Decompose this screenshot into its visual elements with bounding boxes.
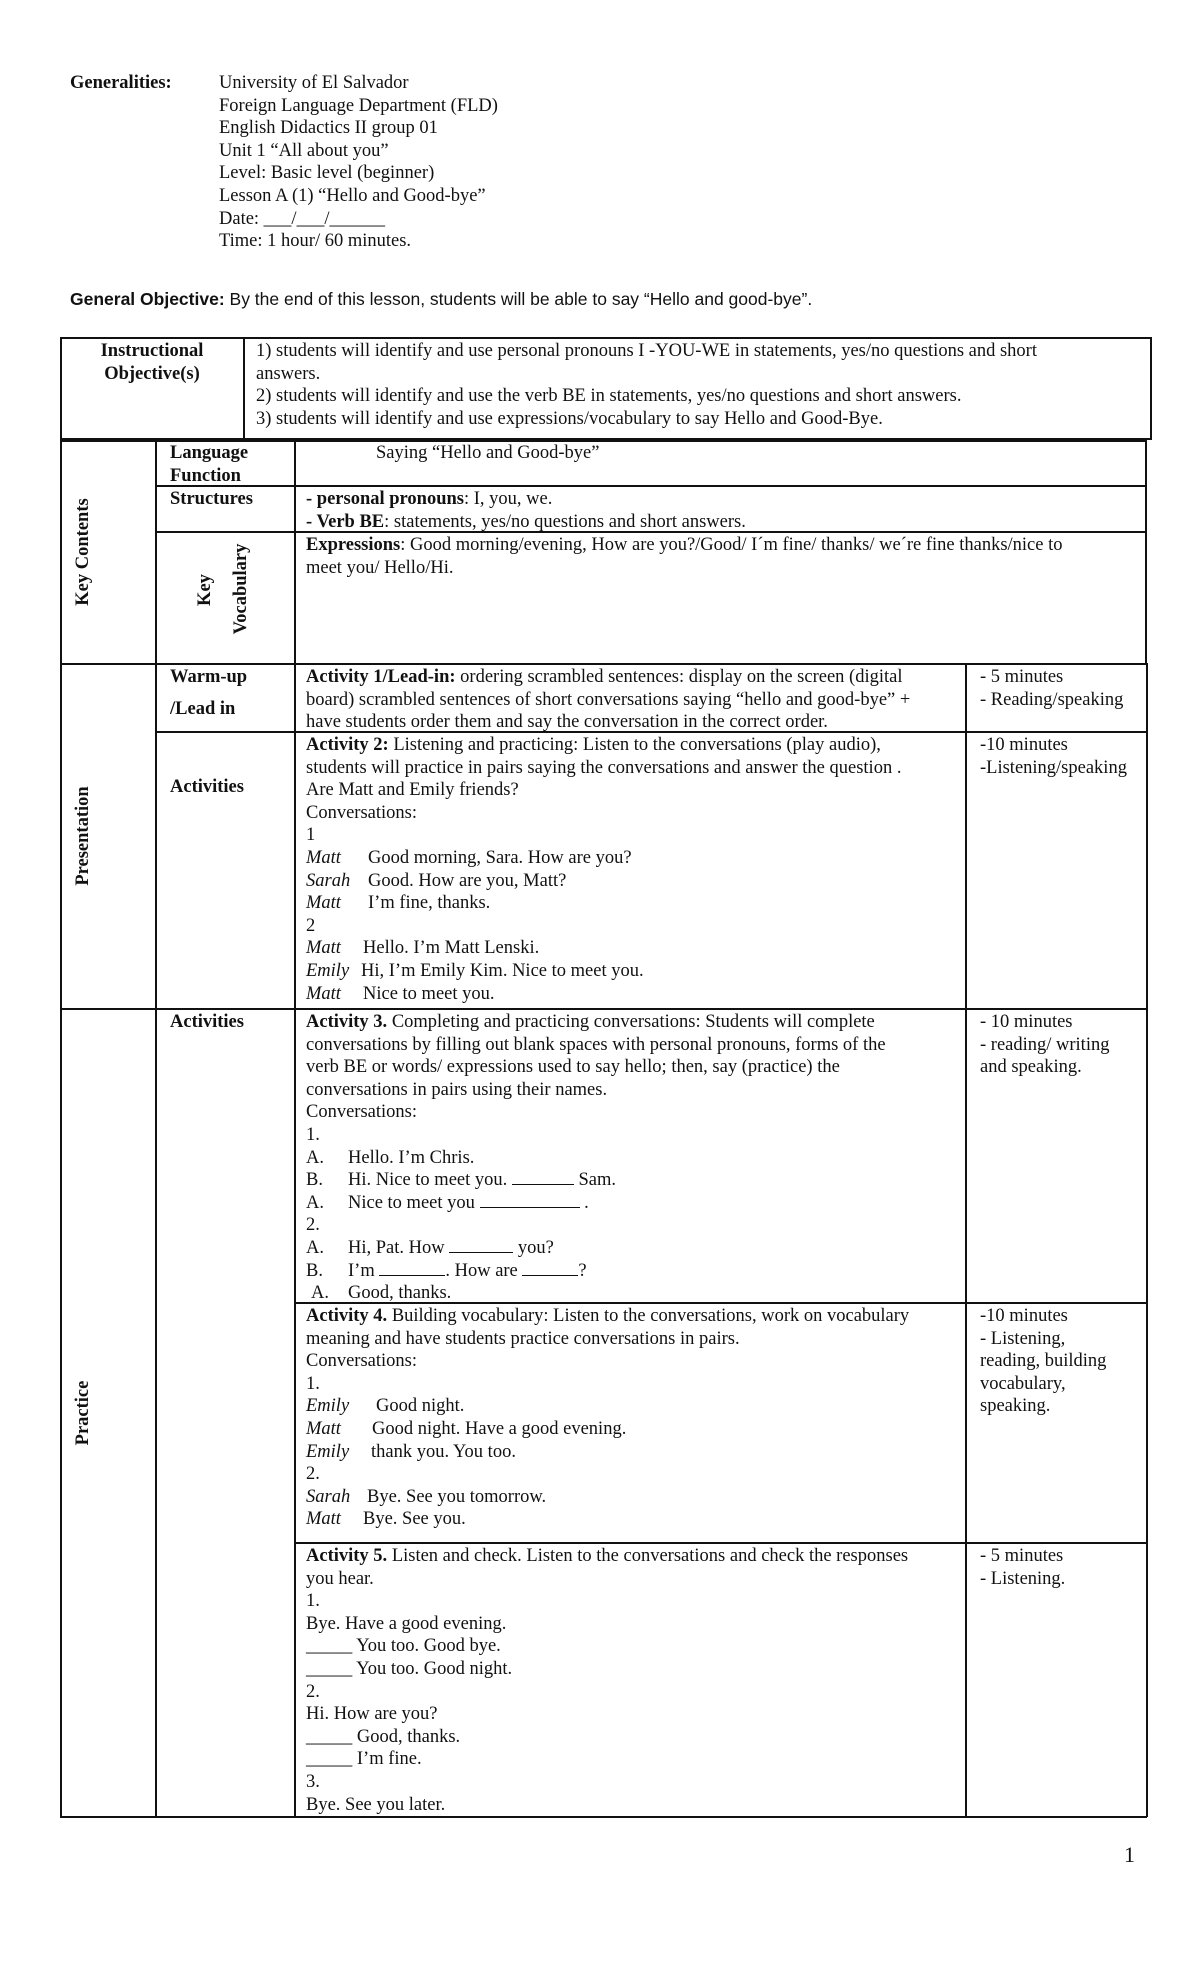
generalities-line: English Didactics II group 01: [219, 118, 438, 139]
generalities-line: Date: ___/___/______: [219, 208, 385, 229]
activity-2-timing: [980, 734, 1127, 779]
activity-4-timing: [980, 1305, 1106, 1418]
activity-title: Activity 5.: [306, 1546, 388, 1566]
text-fragment: : I, you, we.: [463, 489, 553, 509]
dialogue-text: Good night.: [376, 1396, 465, 1417]
exercise-line: [306, 1147, 886, 1170]
label-line: Language: [170, 443, 249, 463]
generalities-label: Generalities:: [70, 73, 172, 93]
dialogue-line: [306, 1508, 909, 1531]
dialogue-line: [306, 847, 901, 870]
speaker-name: Matt: [306, 983, 341, 1004]
conversation-number: 2: [306, 915, 316, 936]
text-line: Conversations:: [306, 802, 417, 823]
objective-line: 2) students will identify and use the verb BE in statements, yes/no questions and short answers.: [256, 386, 962, 407]
rule: [294, 1542, 1147, 1544]
bold-term: - personal pronouns: [306, 489, 464, 509]
general-objective-label: General Objective:: [70, 289, 225, 309]
objective-line: 3) students will identify and use expressions/vocabulary to say Hello and Good-Bye.: [256, 408, 883, 429]
time-line: -10 minutes: [980, 735, 1068, 755]
conversation-number: 1.: [306, 1373, 320, 1394]
activity-title: Activity 1/Lead-in:: [306, 667, 456, 687]
dialogue-line: [306, 892, 901, 915]
skill-line: - reading/ writing: [980, 1034, 1110, 1055]
skill-line: and speaking.: [980, 1057, 1082, 1078]
dialogue-line: [306, 870, 901, 893]
fill-in-blank: [522, 1260, 578, 1276]
rule: [60, 440, 62, 1817]
text-line: Conversations:: [306, 1102, 417, 1123]
speaker-name: Emily: [306, 960, 350, 981]
general-objective: [70, 289, 812, 310]
speaker-name: Emily: [306, 1441, 350, 1462]
text-line: have students order them and say the conversation in the correct order.: [306, 712, 828, 733]
exercise-text: Good, thanks.: [348, 1283, 452, 1304]
dialogue-line: [306, 1441, 909, 1464]
text-line: board) scrambled sentences of short conversations saying “hello and good-bye” +: [306, 689, 911, 710]
exercise-line: [306, 1282, 886, 1305]
speaker-letter: B.: [306, 1260, 323, 1281]
dialogue-text: Bye. See you.: [363, 1509, 466, 1530]
dialogue-text: Good. How are you, Matt?: [368, 870, 567, 891]
generalities-line: Time: 1 hour/ 60 minutes.: [219, 231, 412, 252]
text-fragment: Completing and practicing conversations: Students will complete: [387, 1012, 875, 1032]
text-line: Hi. How are you?: [306, 1704, 438, 1725]
label-line: Structures: [170, 489, 253, 509]
dialogue-line: [306, 1418, 909, 1441]
rule: [965, 663, 967, 1817]
exercise-text: you?: [513, 1237, 554, 1258]
text-line: Conversations:: [306, 1351, 417, 1372]
text-line: Bye. See you later.: [306, 1794, 446, 1815]
activity-5-text: [306, 1545, 908, 1816]
exercise-text: . How are: [445, 1260, 523, 1281]
text-line: meaning and have students practice conversations in pairs.: [306, 1328, 740, 1349]
text-line: [306, 511, 746, 534]
fill-in-blank: [449, 1237, 513, 1253]
activities-label: [170, 776, 244, 799]
text-line: [306, 488, 746, 511]
instructional-objectives-label: [64, 340, 240, 385]
exercise-line: [306, 1169, 886, 1192]
label-line: /Lead in: [170, 698, 236, 719]
instructional-objectives-text: [256, 340, 1037, 430]
bold-term: Expressions: [306, 535, 401, 555]
text-fragment: : Good morning/evening, How are you?/Good/ I´m fine/ thanks/ we´re fine thanks/nice to: [400, 535, 1063, 555]
exercise-text: Hi. Nice to meet you.: [348, 1170, 512, 1191]
fill-in-blank: [512, 1169, 574, 1185]
time-line: - 10 minutes: [980, 1012, 1073, 1032]
exercise-text: ?: [578, 1260, 587, 1281]
general-objective-text: By the end of this lesson, students will be able to say “Hello and good-bye”.: [224, 289, 813, 309]
generalities-line: University of El Salvador: [219, 73, 409, 93]
objective-line: 1) students will identify and use personal pronouns I -YOU-WE in statements, yes/no questions and short: [256, 341, 1037, 361]
speaker-name: Matt: [306, 1418, 341, 1439]
text-line: Saying “Hello and Good-bye”: [376, 443, 600, 463]
speaker-name: Matt: [306, 893, 341, 914]
label-line: Activities: [170, 777, 244, 797]
rule: [60, 1816, 1147, 1818]
rule: [155, 440, 157, 1817]
text-line: students will practice in pairs saying the conversations and answer the question .: [306, 757, 902, 778]
text-line: conversations by filling out blank spaces with personal pronouns, forms of the: [306, 1034, 886, 1055]
text-line: _____ You too. Good bye.: [306, 1636, 501, 1657]
rule: [243, 337, 245, 440]
speaker-letter: A.: [311, 1283, 329, 1304]
dialogue-line: [306, 1395, 909, 1418]
time-line: - 5 minutes: [980, 667, 1064, 687]
conversation-number: 2.: [306, 1464, 320, 1485]
text-line: verb BE or words/ expressions used to say hello; then, say (practice) the: [306, 1057, 840, 1078]
text-fragment: : statements, yes/no questions and short answers.: [384, 511, 746, 532]
dialogue-line: [306, 937, 901, 960]
text-line: conversations in pairs using their names.: [306, 1079, 608, 1100]
fill-in-blank: [480, 1192, 580, 1208]
section-label-presentation: Presentation: [73, 786, 93, 886]
label-line: Objective(s): [104, 363, 200, 384]
key-label: Key: [195, 574, 215, 606]
activity-4-text: [306, 1305, 909, 1531]
exercise-line: [306, 1260, 886, 1283]
time-line: -10 minutes: [980, 1306, 1068, 1326]
dialogue-text: Good morning, Sara. How are you?: [368, 847, 632, 868]
practice-activities-label: [170, 1011, 244, 1034]
rule: [1146, 663, 1148, 1817]
activity-3-text: [306, 1011, 886, 1305]
time-line: - 5 minutes: [980, 1546, 1064, 1566]
skill-line: - Listening,: [980, 1328, 1066, 1349]
generalities-list: [219, 72, 498, 253]
text-fragment: Listening and practicing: Listen to the conversations (play audio),: [388, 735, 881, 755]
activity-2-text: [306, 734, 901, 1005]
skill-line: vocabulary,: [980, 1373, 1066, 1394]
text-line: 3.: [306, 1771, 320, 1792]
activity-1-timing: [980, 666, 1123, 711]
skill-line: speaking.: [980, 1396, 1051, 1417]
bold-term: - Verb BE: [306, 511, 385, 532]
exercise-line: [306, 1192, 886, 1215]
label-line: Function: [170, 465, 241, 486]
structures-text: [306, 488, 746, 533]
activity-3-timing: [980, 1011, 1109, 1079]
text-line: [306, 1545, 908, 1568]
activity-title: Activity 4.: [306, 1306, 388, 1326]
exercise-text: .: [579, 1192, 589, 1213]
generalities-line: Level: Basic level (beginner): [219, 163, 435, 184]
speaker-name: Matt: [306, 1509, 341, 1530]
speaker-letter: A.: [306, 1147, 324, 1168]
section-label-key-contents: Key Contents: [73, 498, 93, 606]
dialogue-line: [306, 1486, 909, 1509]
text-line: Are Matt and Emily friends?: [306, 780, 519, 801]
rule: [294, 440, 296, 1817]
speaker-name: Matt: [306, 847, 341, 868]
text-line: 2.: [306, 1681, 320, 1702]
conversation-number: 1.: [306, 1124, 320, 1145]
text-fragment: Listen and check. Listen to the conversations and check the responses: [387, 1546, 909, 1566]
conversation-number: 2.: [306, 1215, 320, 1236]
exercise-text: Nice to meet you: [348, 1192, 480, 1213]
objective-line: answers.: [256, 363, 321, 384]
dialogue-text: Nice to meet you.: [363, 983, 495, 1004]
dialogue-text: Hello. I’m Matt Lenski.: [363, 938, 540, 959]
label-line: Activities: [170, 1012, 244, 1032]
rule: [60, 337, 62, 440]
label-line: Instructional: [100, 341, 204, 361]
text-line: [306, 1011, 886, 1034]
dialogue-line: [306, 983, 901, 1006]
language-function-text: [376, 442, 599, 465]
skill-line: reading, building: [980, 1351, 1107, 1372]
exercise-text: Hi, Pat. How: [348, 1237, 450, 1258]
speaker-name: Matt: [306, 938, 341, 959]
text-line: _____ You too. Good night.: [306, 1658, 513, 1679]
speaker-name: Sarah: [306, 870, 351, 891]
section-label-practice: Practice: [73, 1380, 93, 1446]
rule: [60, 663, 1147, 665]
generalities-line: Foreign Language Department (FLD): [219, 95, 498, 116]
speaker-letter: B.: [306, 1170, 323, 1191]
text-line: 1.: [306, 1591, 320, 1612]
dialogue-text: Good night. Have a good evening.: [372, 1418, 627, 1439]
speaker-name: Sarah: [306, 1486, 351, 1507]
generalities-line: Lesson A (1) “Hello and Good-bye”: [219, 185, 486, 206]
generalities-line: Unit 1 “All about you”: [219, 140, 389, 161]
expressions-text: [306, 534, 1062, 579]
exercise-text: Sam.: [573, 1170, 617, 1191]
skill-line: -Listening/speaking: [980, 757, 1127, 778]
activity-1-text: [306, 666, 910, 734]
text-line: meet you/ Hello/Hi.: [306, 557, 454, 578]
warmup-label: [170, 666, 247, 720]
text-fragment: Building vocabulary: Listen to the conversations, work on vocabulary: [387, 1306, 910, 1326]
text-line: _____ I’m fine.: [306, 1749, 422, 1770]
skill-line: - Reading/speaking: [980, 689, 1124, 710]
activity-title: Activity 3.: [306, 1012, 388, 1032]
page-number: 1: [1124, 1842, 1135, 1867]
exercise-text: Hello. I’m Chris.: [348, 1147, 475, 1168]
conversation-number: 1: [306, 825, 316, 846]
rule: [1145, 440, 1147, 664]
dialogue-text: Hi, I’m Emily Kim. Nice to meet you.: [361, 960, 644, 981]
activity-title: Activity 2:: [306, 735, 389, 755]
exercise-text: I’m: [348, 1260, 380, 1281]
exercise-line: [306, 1237, 886, 1260]
dialogue-text: Bye. See you tomorrow.: [367, 1486, 547, 1507]
activity-5-timing: [980, 1545, 1065, 1590]
skill-line: - Listening.: [980, 1568, 1066, 1589]
text-line: Bye. Have a good evening.: [306, 1613, 507, 1634]
dialogue-text: I’m fine, thanks.: [368, 893, 491, 914]
language-function-label: [170, 442, 248, 487]
fill-in-blank: [379, 1260, 445, 1276]
text-line: _____ Good, thanks.: [306, 1726, 461, 1747]
speaker-letter: A.: [306, 1192, 324, 1213]
text-line: you hear.: [306, 1568, 374, 1589]
text-line: [306, 734, 901, 757]
rule: [60, 337, 1151, 339]
structures-label: [170, 488, 253, 511]
rule: [60, 1008, 1147, 1010]
dialogue-line: [306, 960, 901, 983]
text-fragment: ordering scrambled sentences: display on the screen (digital: [455, 667, 903, 687]
text-line: [306, 534, 1062, 557]
text-line: [306, 1305, 909, 1328]
dialogue-text: thank you. You too.: [371, 1441, 516, 1462]
text-line: [306, 666, 910, 689]
speaker-letter: A.: [306, 1237, 324, 1258]
vocabulary-label: Vocabulary: [231, 543, 251, 635]
rule: [1150, 337, 1152, 440]
label-line: Warm-up: [170, 667, 248, 687]
speaker-name: Emily: [306, 1396, 350, 1417]
rule: [155, 485, 1146, 487]
